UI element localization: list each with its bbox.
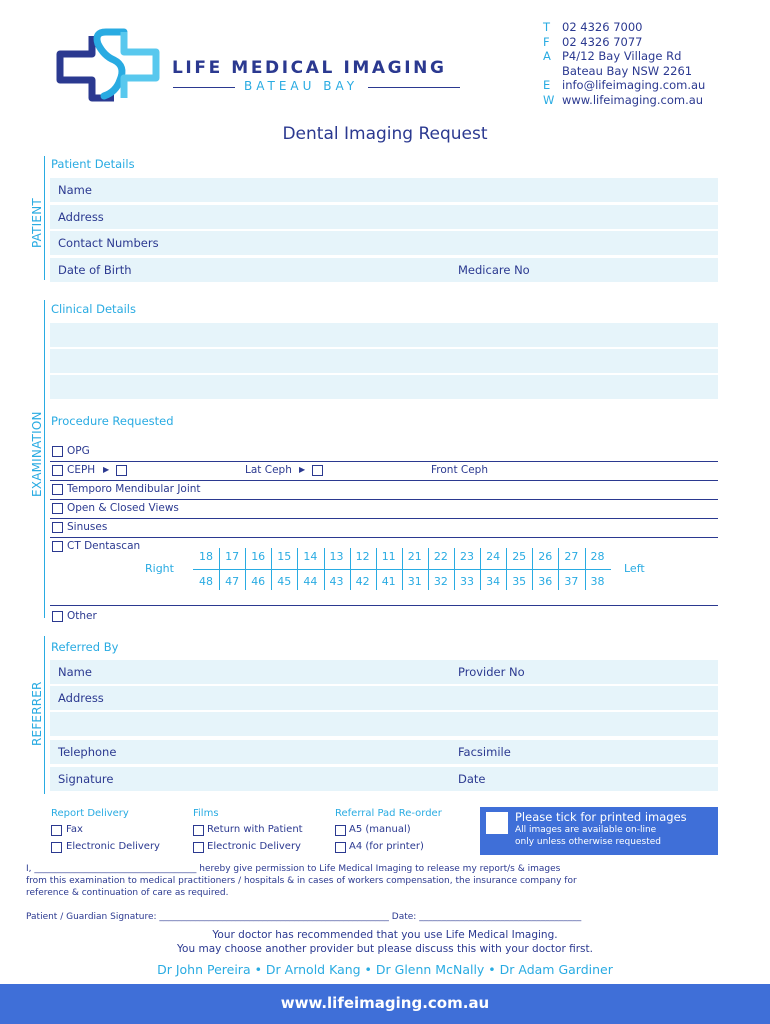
medical-cross-logo-icon: [52, 22, 164, 108]
pad-a5-checkbox[interactable]: [335, 825, 346, 836]
recommendation-line-2: You may choose another provider but please discuss this with your doctor first.: [177, 943, 593, 955]
lower-tooth[interactable]: 38: [590, 575, 605, 588]
lower-tooth[interactable]: 47: [225, 575, 240, 588]
teeth-midline: [193, 569, 611, 570]
referrer-signature-field[interactable]: [50, 767, 718, 791]
report-electronic-label: Electronic Delivery: [66, 841, 160, 852]
contact-value: 02 4326 7000: [562, 20, 643, 34]
opg-line: [50, 461, 718, 462]
contact-key: F: [543, 34, 550, 49]
ct-line: [50, 605, 718, 606]
upper-tooth[interactable]: 22: [433, 550, 448, 563]
report-electronic-checkbox[interactable]: [51, 842, 62, 853]
printed-images-line1: All images are available on-line: [515, 825, 657, 835]
lat-ceph-label: Lat Ceph: [245, 464, 292, 476]
referrer-address-field-2[interactable]: [50, 712, 718, 736]
consent-line-1: I, ____________________________________ hereby give permission to Life Medical Imaging to release my report/s & images: [26, 864, 561, 874]
contact-row: [543, 93, 703, 107]
referrer-address-label: Address: [58, 691, 104, 705]
fax-checkbox[interactable]: [51, 825, 62, 836]
doctors-list: Dr John Pereira • Dr Arnold Kang • Dr Glenn McNally • Dr Adam Gardiner: [157, 962, 613, 977]
lower-tooth[interactable]: 44: [303, 575, 318, 588]
referrer-address-field[interactable]: [50, 686, 718, 710]
contact-row: [543, 64, 692, 78]
lat-ceph-arrow-icon: ▶: [299, 465, 306, 474]
patient-name-field[interactable]: [50, 178, 718, 202]
ct-label: CT Dentascan: [67, 540, 141, 552]
patient-address-label: Address: [58, 210, 104, 224]
contact-value[interactable]: info@lifeimaging.com.au: [562, 78, 706, 92]
opg-label: OPG: [67, 445, 90, 457]
lower-tooth[interactable]: 34: [486, 575, 501, 588]
patient-side-label: PATIENT: [30, 198, 44, 248]
org-sub: BATEAU BAY: [244, 79, 359, 93]
upper-tooth[interactable]: 16: [251, 550, 266, 563]
upper-tooth[interactable]: 25: [512, 550, 527, 563]
contact-key: E: [543, 78, 551, 92]
lower-tooth[interactable]: 37: [564, 575, 579, 588]
referrer-facsimile-label: Facsimile: [458, 745, 511, 759]
lower-tooth[interactable]: 31: [407, 575, 422, 588]
upper-tooth[interactable]: 17: [225, 550, 240, 563]
patient-dob-label: Date of Birth: [58, 263, 132, 277]
org-name: LIFE MEDICAL IMAGING: [172, 58, 447, 78]
referrer-date-label: Date: [458, 772, 486, 786]
ceph-arrow-icon: ▶: [103, 465, 110, 474]
org-sub-line-left: [173, 87, 235, 88]
upper-tooth[interactable]: 15: [277, 550, 292, 563]
exam-side-label: EXAMINATION: [30, 411, 44, 497]
consent-line-3: reference & continuation of care as required.: [26, 888, 229, 898]
lower-tooth[interactable]: 45: [277, 575, 292, 588]
contact-value: P4/12 Bay Village Rd: [562, 49, 682, 63]
fax-label: Fax: [66, 824, 83, 835]
ct-checkbox[interactable]: [52, 541, 63, 552]
upper-tooth[interactable]: 21: [407, 550, 422, 563]
patient-name-label: Name: [58, 183, 92, 197]
org-sub-line-right: [368, 87, 460, 88]
referrer-telephone-field[interactable]: [50, 740, 718, 764]
ceph-label: CEPH: [67, 464, 96, 476]
patient-address-field[interactable]: [50, 205, 718, 229]
contact-value[interactable]: www.lifeimaging.com.au: [562, 92, 704, 107]
films-electronic-checkbox[interactable]: [193, 842, 204, 853]
contact-row: [543, 49, 681, 63]
referrer-name-field[interactable]: [50, 660, 718, 684]
procedure-section-title: Procedure Requested: [51, 414, 174, 428]
printed-images-title: Please tick for printed images: [515, 810, 687, 824]
exam-side-line: [44, 300, 45, 618]
patient-medicare-label: Medicare No: [458, 263, 530, 277]
lower-tooth[interactable]: 48: [199, 575, 213, 588]
films-return-checkbox[interactable]: [193, 825, 204, 836]
lower-tooth[interactable]: 43: [329, 575, 344, 588]
contact-key: W: [543, 92, 555, 107]
patient-section-title: Patient Details: [51, 157, 135, 171]
pad-a5-label: A5 (manual): [349, 824, 411, 835]
open-closed-line: [50, 518, 718, 519]
footer-bar: [0, 984, 770, 1024]
referrer-side-line: [44, 636, 45, 794]
lower-tooth[interactable]: 33: [460, 575, 474, 588]
films-title: Films: [193, 808, 219, 819]
sinuses-label: Sinuses: [67, 521, 108, 533]
upper-tooth[interactable]: 13: [329, 550, 344, 563]
sinuses-checkbox[interactable]: [52, 522, 63, 533]
lat-ceph-checkbox[interactable]: [312, 465, 323, 476]
printed-images-checkbox[interactable]: [486, 812, 508, 834]
referrer-section-title: Referred By: [51, 640, 119, 654]
lower-tooth[interactable]: 32: [433, 575, 448, 588]
contact-value: Bateau Bay NSW 2261: [562, 63, 693, 78]
referrer-name-label: Name: [58, 665, 92, 679]
pad-title: Referral Pad Re-order: [335, 808, 442, 819]
lower-tooth[interactable]: 42: [355, 575, 370, 588]
upper-tooth[interactable]: 24: [486, 550, 501, 563]
patient-contact-label: Contact Numbers: [58, 236, 159, 250]
logo: [52, 22, 164, 108]
contact-row: [543, 78, 705, 92]
pad-a4-checkbox[interactable]: [335, 842, 346, 853]
form-title: Dental Imaging Request: [282, 124, 488, 144]
ceph-checkbox[interactable]: [52, 465, 63, 476]
front-ceph-label: Front Ceph: [431, 464, 489, 476]
upper-tooth[interactable]: 18: [199, 550, 213, 563]
upper-tooth[interactable]: 26: [538, 550, 553, 563]
patient-side-line: [44, 156, 45, 280]
referrer-provider-label: Provider No: [458, 665, 525, 679]
referrer-side-label: REFERRER: [30, 681, 44, 746]
recommendation-line-1: Your doctor has recommended that you use Life Medical Imaging.: [212, 929, 558, 941]
lower-tooth[interactable]: 41: [381, 575, 396, 588]
upper-tooth[interactable]: 14: [303, 550, 318, 563]
referrer-signature-label: Signature: [58, 772, 114, 786]
open-closed-label: Open & Closed Views: [67, 502, 179, 514]
clinical-section-title: Clinical Details: [51, 302, 136, 316]
other-label: Other: [67, 610, 97, 622]
referrer-telephone-label: Telephone: [58, 745, 117, 759]
printed-images-box: [480, 807, 718, 855]
clinical-field-3[interactable]: [50, 375, 718, 399]
tmj-label: Temporo Mendibular Joint: [67, 483, 201, 495]
contact-row: [543, 20, 642, 34]
ceph-line: [50, 480, 718, 481]
upper-tooth[interactable]: 12: [355, 550, 370, 563]
footer-website-link[interactable]: www.lifeimaging.com.au: [280, 994, 490, 1012]
open-closed-checkbox[interactable]: [52, 503, 63, 514]
contact-value: 02 4326 7077: [562, 34, 643, 49]
right-label: Right: [145, 562, 174, 575]
contact-row: [543, 35, 642, 49]
clinical-field-2[interactable]: [50, 349, 718, 373]
contact-key: T: [543, 20, 551, 34]
lower-tooth[interactable]: 46: [251, 575, 266, 588]
pad-a4-label: A4 (for printer): [349, 841, 424, 852]
consent-line-2: from this examination to medical practitioners / hospitals & in cases of workers compensation, the insurance company for: [26, 876, 577, 886]
films-electronic-label: Electronic Delivery: [207, 841, 301, 852]
upper-tooth[interactable]: 27: [564, 550, 579, 563]
signature-date-line[interactable]: Patient / Guardian Signature: ___________________________________________________ Date: ____________________________________: [26, 912, 582, 922]
report-delivery-title: Report Delivery: [51, 808, 129, 819]
lower-tooth[interactable]: 35: [512, 575, 527, 588]
clinical-field-1[interactable]: [50, 323, 718, 347]
opg-checkbox[interactable]: [52, 446, 63, 457]
lower-tooth[interactable]: 36: [538, 575, 553, 588]
upper-tooth[interactable]: 23: [460, 550, 474, 563]
upper-tooth[interactable]: 11: [381, 550, 396, 563]
upper-tooth[interactable]: 28: [590, 550, 605, 563]
tmj-line: [50, 499, 718, 500]
printed-images-line2: only unless otherwise requested: [515, 837, 661, 847]
left-label: Left: [624, 562, 645, 575]
tmj-checkbox[interactable]: [52, 484, 63, 495]
sinuses-line: [50, 537, 718, 538]
contact-key: A: [543, 49, 551, 63]
other-checkbox[interactable]: [52, 611, 63, 622]
patient-dob-field[interactable]: [50, 258, 718, 282]
films-return-label: Return with Patient: [207, 824, 303, 835]
ceph-sub-checkbox[interactable]: [116, 465, 127, 476]
